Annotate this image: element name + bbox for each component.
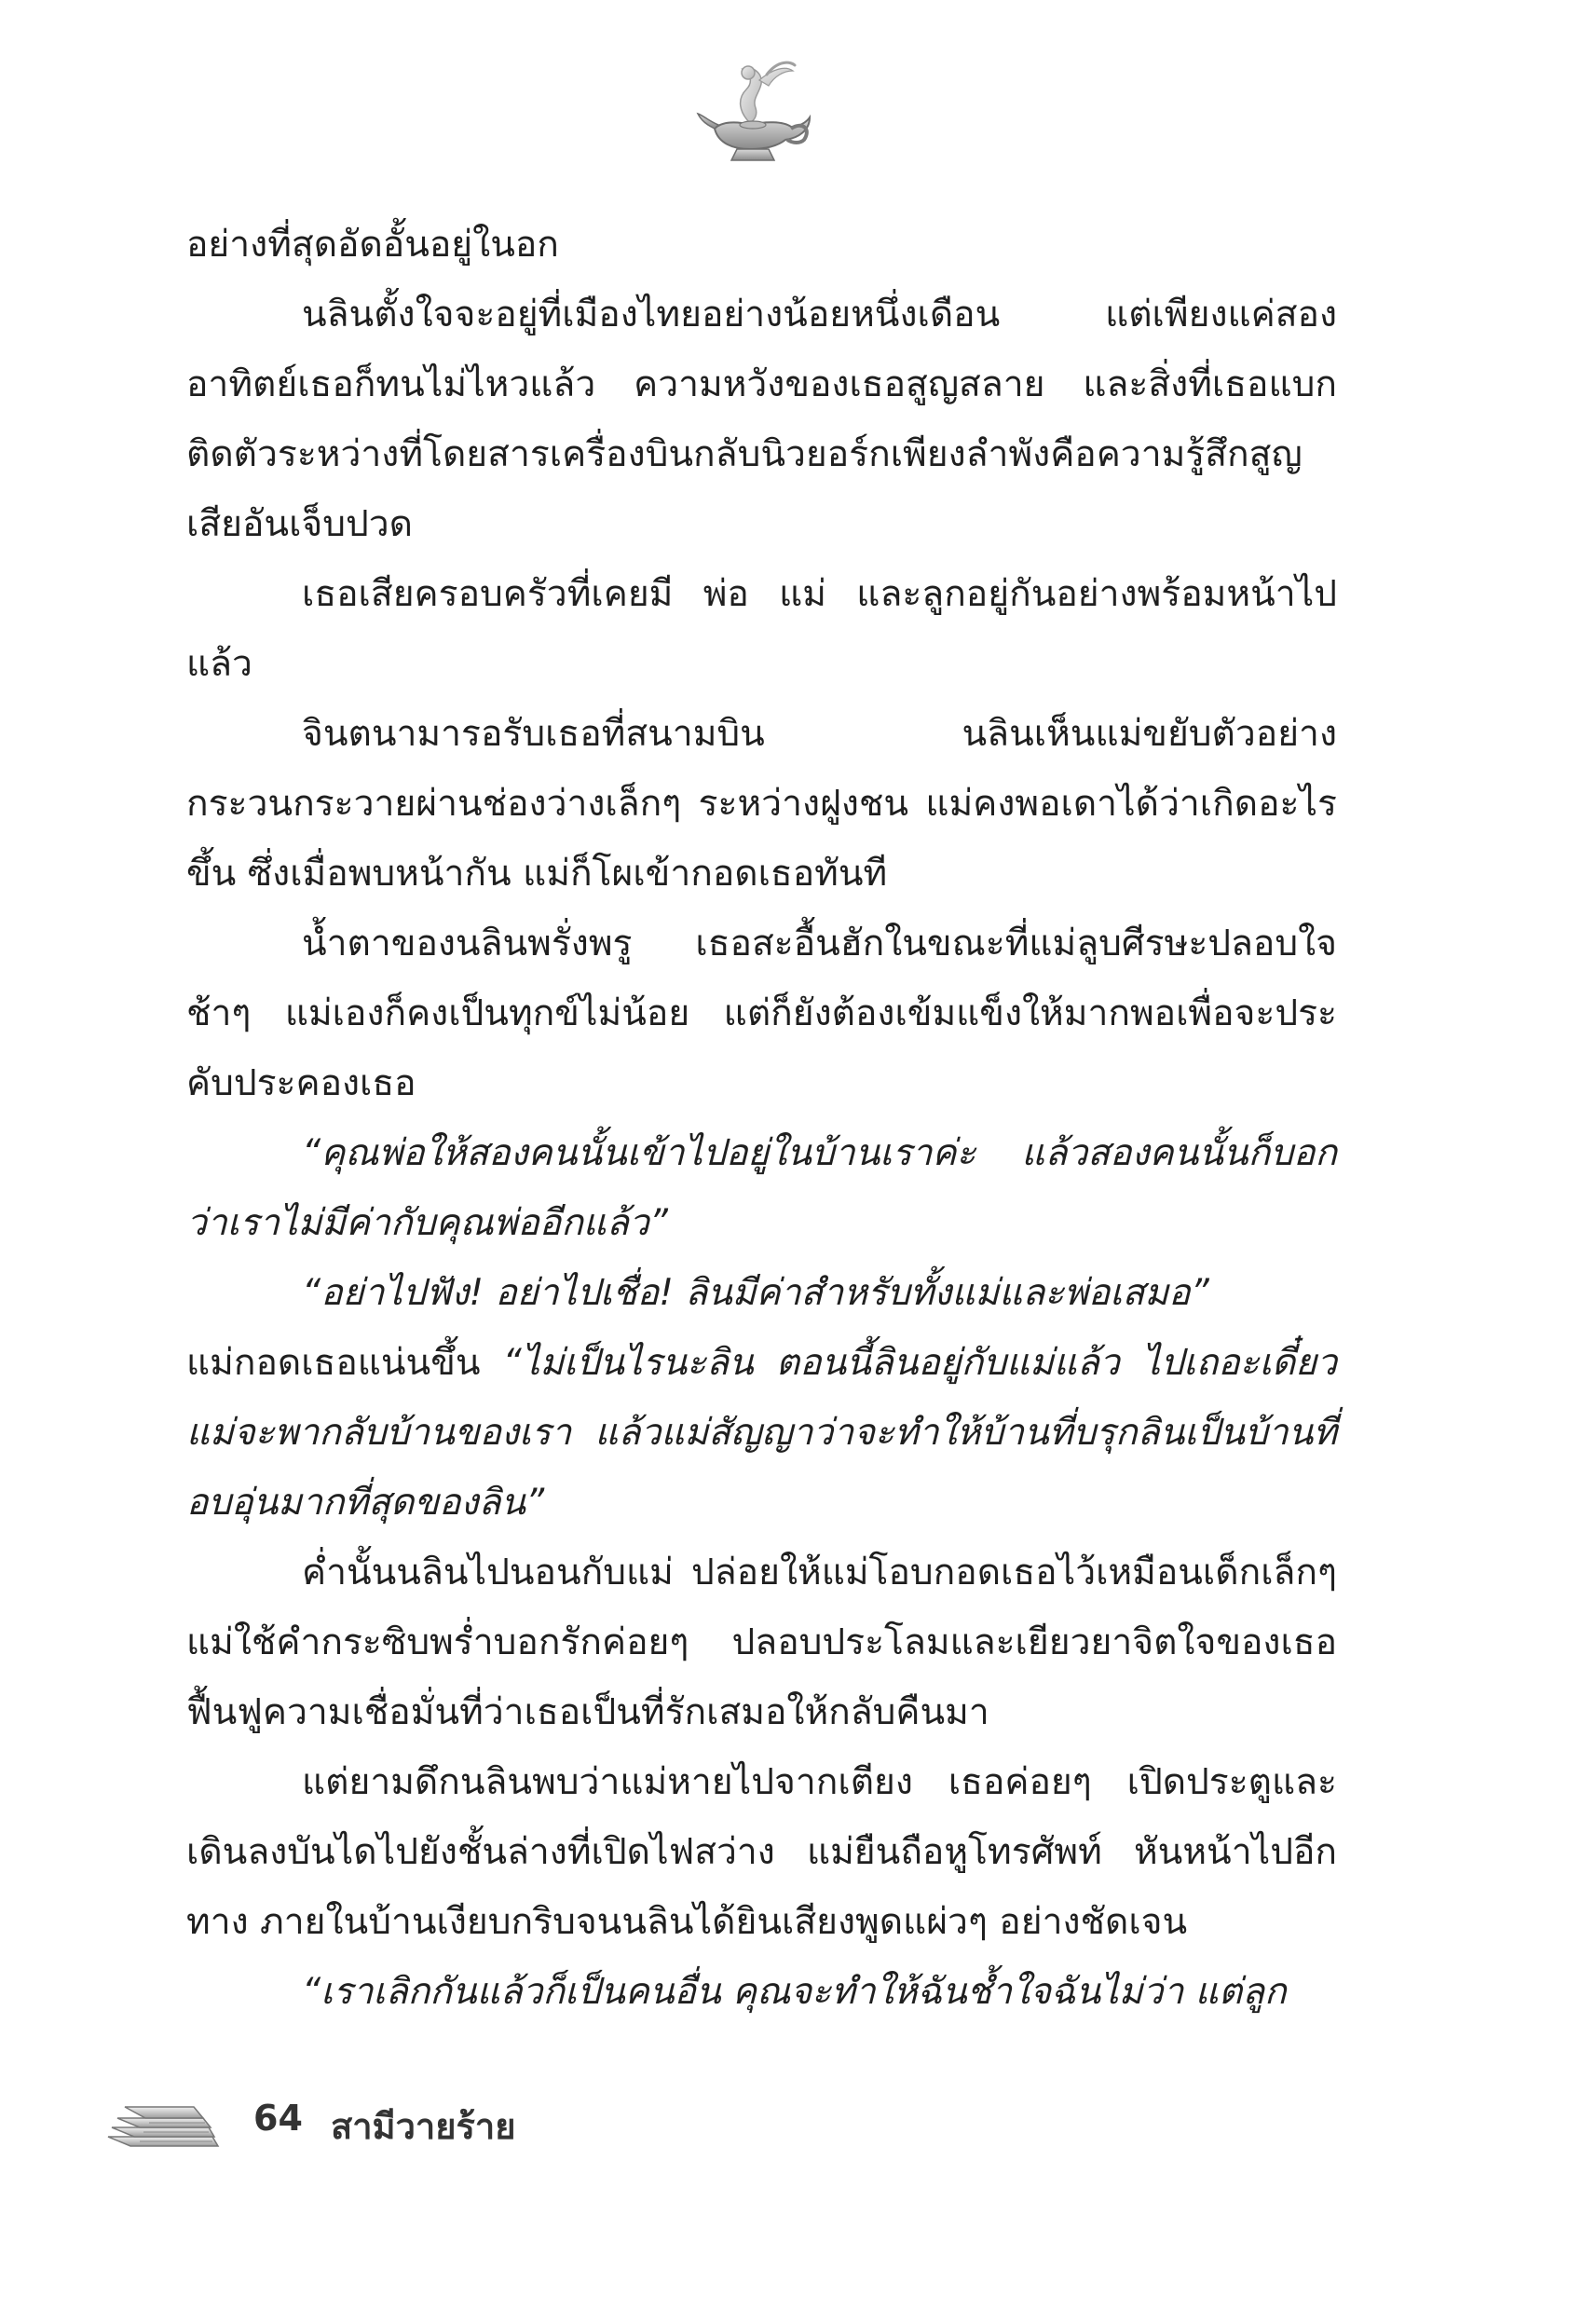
magic-lamp-genie-icon [694,56,815,168]
paragraph-8 [186,1328,1337,1538]
dialogue-7: “อย่าไปฟัง! อย่าไปเชื่อ! ลินมีค่าสำหรับทั้งแม่และพ่อเสมอ” [302,1272,1209,1314]
dialogue-6: “คุณพ่อให้สองคนนั้นเข้าไปอยู่ในบ้านเราค่ะ แล้วสองคนนั้นก็บอกว่าเราไม่มีค่ากับคุณพ่ออีกแล้ว” [186,1132,1337,1244]
paragraph-2: นลินตั้งใจจะอยู่ที่เมืองไทยอย่างน้อยหนึ่งเดือน แต่เพียงแค่สองอาทิตย์เธอก็ทนไม่ไหวแล้ว ความหวังของเธอสูญสลาย และสิ่งที่เธอแบกติดตัวระหว่างที่โดยสารเครื่องบินกลับนิวยอร์กเพียงลำพังคือความรู้สึกสูญเสียอันเจ็บปวด [186,294,1337,545]
paragraph-4: จินตนามารอรับเธอที่สนามบิน นลินเห็นแม่ขยับตัวอย่างกระวนกระวายผ่านช่องว่างเล็กๆ ระหว่างฝูงชน แม่คงพอเดาได้ว่าเกิดอะไรขึ้น ซึ่งเมื่อพบหน้ากัน แม่ก็โผเข้ากอดเธอทันที [186,713,1337,895]
paragraph-8-plain: แม่กอดเธอแน่นขึ้น [186,1342,503,1384]
paragraph-9: ค่ำนั้นนลินไปนอนกับแม่ ปล่อยให้แม่โอบกอดเธอไว้เหมือนเด็กเล็กๆ แม่ใช้คำกระซิบพร่ำบอกรักค่อยๆ ปลอบประโลมและเยียวยาจิตใจของเธอ ฟื้นฟูความเชื่อมั่นที่ว่าเธอเป็นที่รักเสมอให้กลับคืนมา [186,1552,1337,1733]
page-footer [102,2092,848,2157]
paragraph-3: เธอเสียครอบครัวที่เคยมี พ่อ แม่ และลูกอยู่กันอย่างพร้อมหน้าไปแล้ว [186,573,1337,685]
paragraph-5: น้ำตาของนลินพรั่งพรู เธอสะอื้นฮักในขณะที่แม่ลูบศีรษะปลอบใจช้าๆ แม่เองก็คงเป็นทุกข์ไม่น้อย แต่ก็ยังต้องเข้มแข็งให้มากพอเพื่อจะประคับประคองเธอ [186,923,1337,1104]
dialogue-11: “เราเลิกกันแล้วก็เป็นคนอื่น คุณจะทำให้ฉันช้ำใจฉันไม่ว่า แต่ลูก [302,1971,1287,2013]
paragraph-8-dialogue: “ไม่เป็นไรนะลิน ตอนนี้ลินอยู่กับแม่แล้ว ไปเถอะเดี๋ยวแม่จะพากลับบ้านของเรา แล้วแม่สัญญาว่าจะทำให้บ้านที่บรุกลินเป็นบ้านที่อบอุ่นมากที่สุดของลิน” [186,1342,1337,1524]
book-title: สามีวายร้าย [331,2106,516,2147]
paragraph-1: อย่างที่สุดอัดอั้นอยู่ในอก [186,224,559,266]
page-number: 64 [253,2098,303,2139]
stacked-books-icon [102,2094,224,2152]
paragraph-10: แต่ยามดึกนลินพบว่าแม่หายไปจากเตียง เธอค่อยๆ เปิดประตูและเดินลงบันไดไปยังชั้นล่างที่เปิดไฟสว่าง แม่ยืนถือหูโทรศัพท์ หันหน้าไปอีกทาง ภายในบ้านเงียบกริบจนนลินได้ยินเสียงพูดแผ่วๆ อย่างชัดเจน [186,1761,1337,1943]
page-body-text [186,210,1337,2027]
